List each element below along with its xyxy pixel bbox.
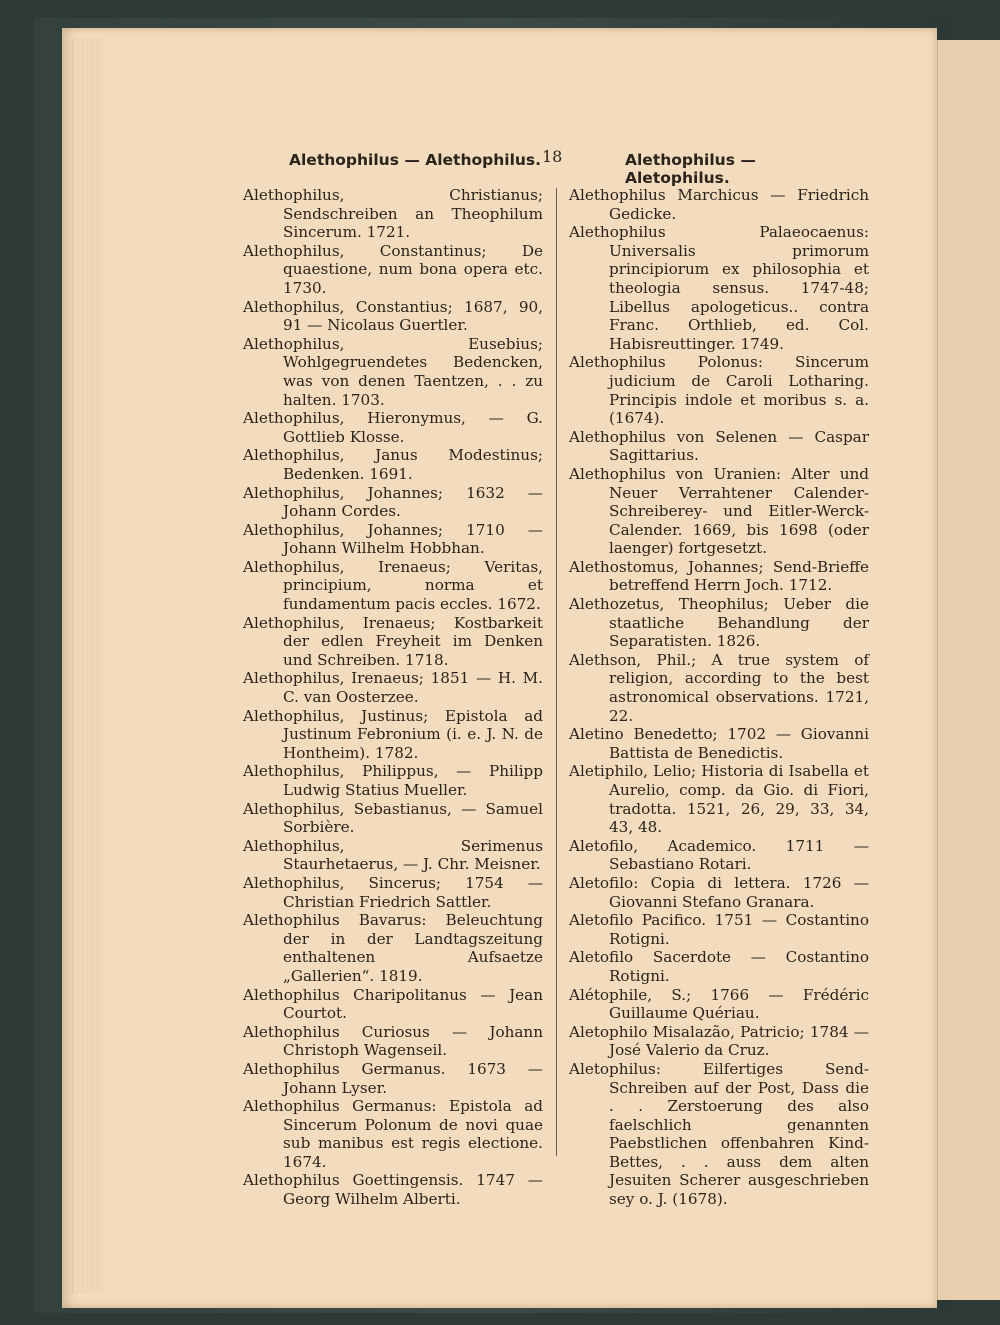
entry: Alethophilus, Johannes; 1632 — Johann Cordes. [243,483,543,521]
entry: Alethophilus, Irenaeus; Veritas, principium, norma et fundamentum pacis eccles. 1672. [243,557,543,614]
running-header [244,147,844,187]
entry: Alethophilus Marchicus — Friedrich Gedicke. [569,186,869,223]
page-gutter [72,38,103,1293]
entry: Alethophilus Goettingensis. 1747 — Georg Wilhelm Alberti. [243,1171,543,1209]
entry: Alethophilus, Hieronymus, — G. Gottlieb Klosse. [243,409,543,446]
entry: Alethophilus Germanus. 1673 — Johann Lyser. [243,1059,543,1097]
entry: Aletophilus: Eilfertiges Send-Schreiben auf der Post, Dass die . . Zerstoerung des also faelschlich genannten Paebstlichen offenbahren Kind-Bettes, . . auss dem alten Jesuiten Scherer ausgeschrieben sey o. J. (1678). [569,1059,869,1209]
entry: Alethophilus von Selenen — Caspar Sagittarius. [569,427,869,465]
entry: Alethophilus, Irenaeus; Kostbarkeit der edlen Freyheit im Denken und Schreiben. 1718. [243,613,543,669]
entry: Alethophilus, Justinus; Epistola ad Justinum Febronium (i. e. J. N. de Hontheim). 1782. [243,706,543,762]
entry: Alétophile, S.; 1766 — Frédéric Guillaume Quériau. [569,985,869,1023]
entry: Alethson, Phil.; A true system of religion, according to the best astronomical observations. 1721, 22. [569,650,869,725]
column-divider [556,188,557,1156]
entry: Alethophilus, Constantinus; De quaestione, num bona opera etc. 1730. [243,241,543,297]
entry: Alethophilus, Janus Modestinus; Bedenken. 1691. [243,446,543,483]
entry: Aletiphilo, Lelio; Historia di Isabella et Aurelio, comp. da Gio. di Fiori, tradotta. 1521, 26, 29, 33, 34, 43, 48. [569,762,869,837]
left-column [243,186,543,1209]
entry: Alethophilus, Serimenus Staurhetaerus, — J. Chr. Meisner. [243,836,543,874]
entry: Alethophilus Germanus: Epistola ad Sincerum Polonum de novi quae sub manibus est regis electione. 1674. [243,1097,543,1171]
entry: Alethophilus, Christianus; Sendschreiben an Theophilum Sincerum. 1721. [243,186,543,242]
entry: Alethophilus, Sebastianus, — Samuel Sorbière. [243,799,543,837]
page-number: 18 [542,147,563,166]
entry: Aletofilo Sacerdote — Costantino Rotigni. [569,948,869,985]
entry: Alethozetus, Theophilus; Ueber die staatliche Behandlung der Separatisten. 1826. [569,595,869,651]
entry: Aletophilo Misalazão, Patricio; 1784 — José Valerio da Cruz. [569,1022,869,1060]
header-left: Alethophilus — Alethophilus. [289,151,542,169]
entry: Alethophilus, Eusebius; Wohlgegruendetes Bedencken, was von denen Taentzen, . . zu halten. 1703. [243,334,543,409]
entry: Aletofilo: Copia di lettera. 1726 — Giovanni Stefano Granara. [569,873,869,911]
entry: Alethophilus, Constantius; 1687, 90, 91 — Nicolaus Guertler. [243,297,543,335]
entry: Alethophilus von Uranien: Alter und Neuer Verrahtener Calender-Schreiberey- und Eitler-Werck-Calender. 1669, bis 1698 (oder laenger) fortgesetzt. [569,464,869,558]
entry: Alethophilus Curiosus — Johann Christoph Wagenseil. [243,1022,543,1060]
header-right: Alethophilus — Aletophilus. [625,151,756,187]
entry: Alethophilus, Sincerus; 1754 — Christian Friedrich Sattler. [243,873,543,911]
entry: Alethophilus Bavarus: Beleuchtung der in der Landtagszeitung enthaltenen Aufsaetze „Gallerien“. 1819. [243,911,543,985]
entry: Alethostomus, Johannes; Send-Brieffe betreffend Herrn Joch. 1712. [569,557,869,595]
right-column [569,186,869,1209]
entry: Alethophilus Charipolitanus — Jean Courtot. [243,985,543,1023]
entry: Alethophilus Palaeocaenus: Universalis primorum principiorum ex philosophia et theologia sensus. 1747-48; Libellus apologeticus.. contra Franc. Orthlieb, ed. Col. Habisreuttinger. 1749. [569,223,869,353]
facing-page-edge [937,40,1000,1300]
entry: Aletofilo, Academico. 1711 — Sebastiano Rotari. [569,836,869,874]
entry: Alethophilus Polonus: Sincerum judicium de Caroli Lotharing. Principis indole et moribus s. a. (1674). [569,353,869,428]
entry: Aletofilo Pacifico. 1751 — Costantino Rotigni. [569,911,869,948]
entry: Alethophilus, Johannes; 1710 — Johann Wilhelm Hobbhan. [243,520,543,558]
entry: Alethophilus, Irenaeus; 1851 — H. M. C. van Oosterzee. [243,669,543,707]
entry: Aletino Benedetto; 1702 — Giovanni Battista de Benedictis. [569,725,869,762]
entry: Alethophilus, Philippus, — Philipp Ludwig Statius Mueller. [243,762,543,799]
